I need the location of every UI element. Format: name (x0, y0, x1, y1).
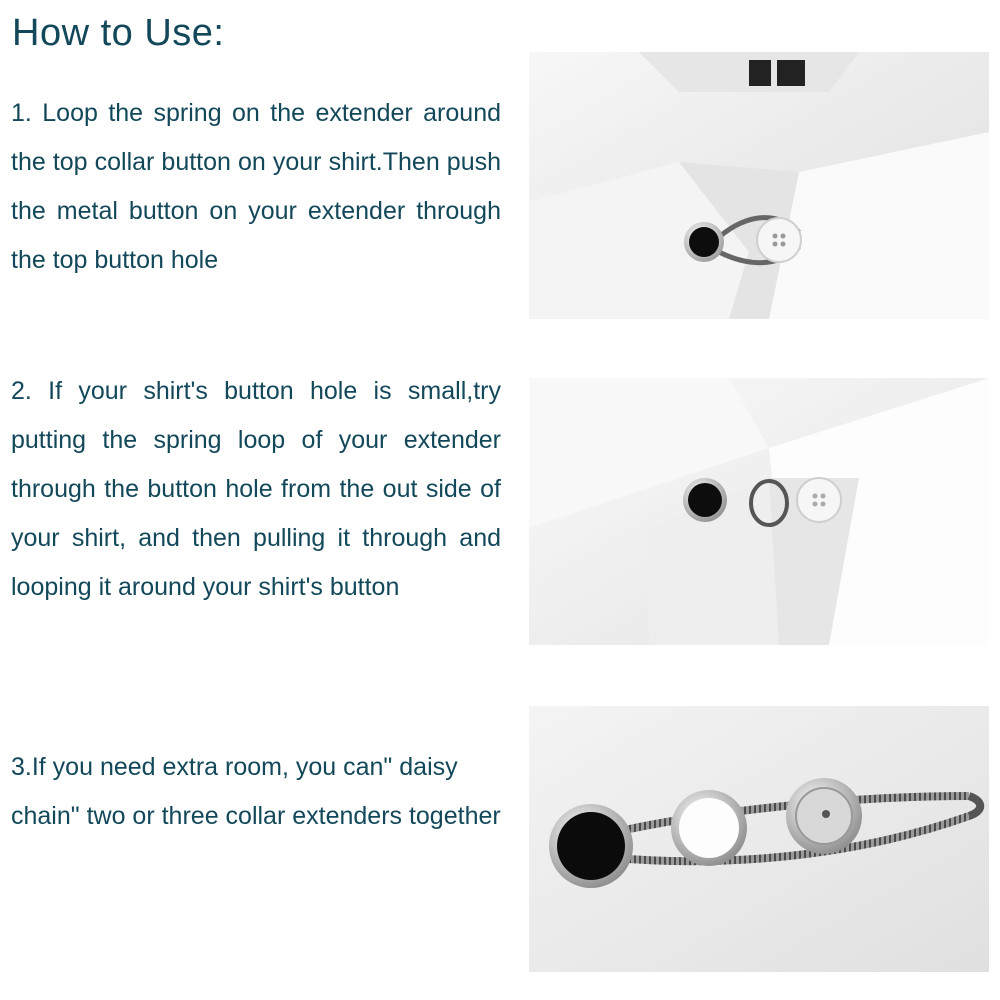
shirt-collar-closeup-icon (529, 378, 989, 645)
step-2-photo (529, 378, 989, 645)
page-title: How to Use: (12, 12, 225, 54)
step-1-text: 1. Loop the spring on the extender around the top collar button on your shirt.Then push the metal button on your extender through the top button hole (11, 99, 501, 274)
step-1-photo (529, 52, 989, 319)
daisy-chained-extenders-icon (529, 706, 989, 972)
step-3-photo (529, 706, 989, 972)
shirt-collar-with-extender-icon (529, 52, 989, 319)
step-2-text: 2. If your shirt's button hole is small,try putting the spring loop of your extender through the button hole from the out side of your shirt, and then pulling it through and looping it around your shirt's button (11, 377, 501, 601)
step-3-text: 3.If you need extra room, you can" daisy chain" two or three collar extenders together (11, 753, 501, 830)
